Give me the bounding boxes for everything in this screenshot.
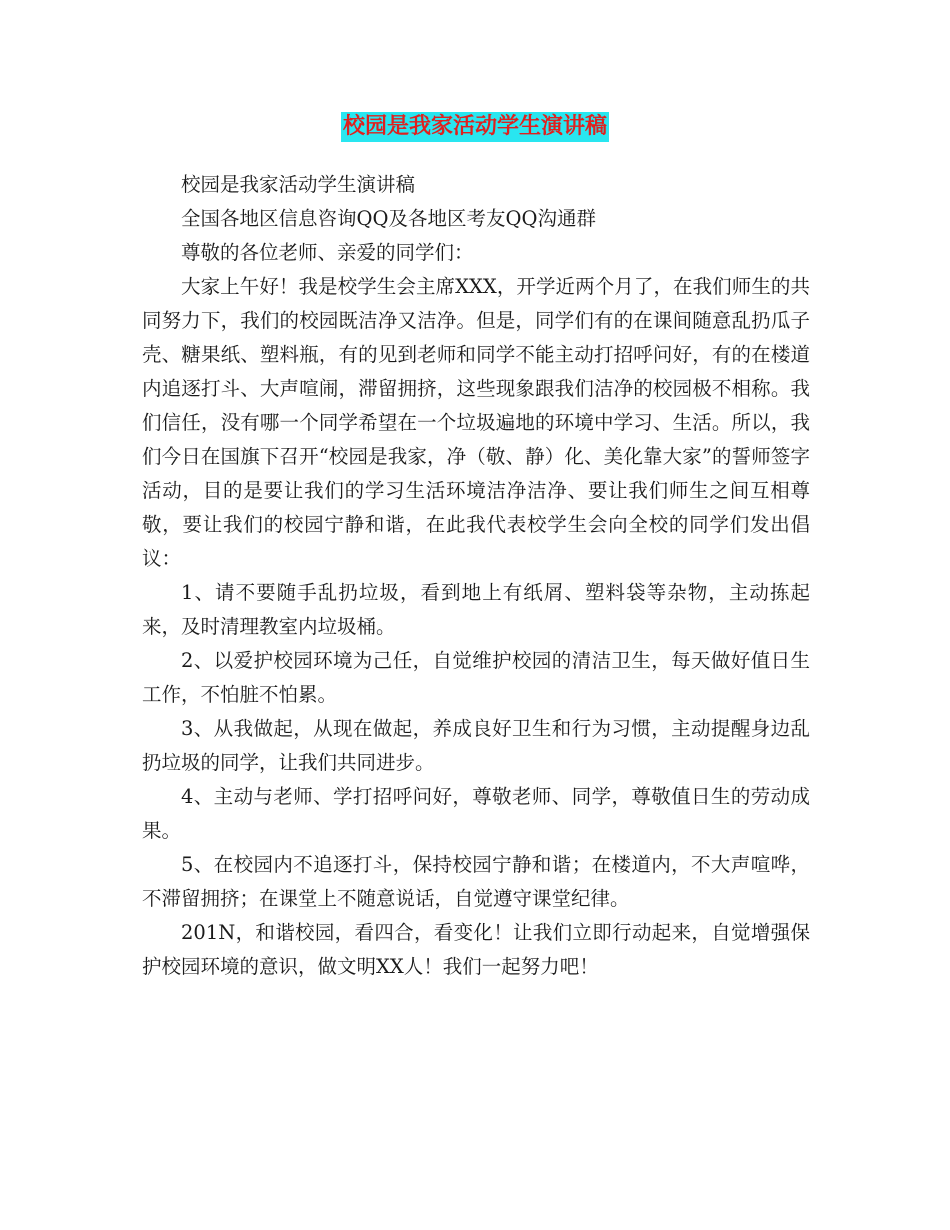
paragraph-item-2: 2、以爱护校园环境为己任，自觉维护校园的清洁卫生，每天做好值日生工作，不怕脏不怕累。: [142, 649, 810, 706]
paragraph-item-3: 3、从我做起，从现在做起，养成良好卫生和行为习惯，主动提醒身边乱扔垃圾的同学，让我们共同进步。: [142, 717, 810, 774]
document-body: [142, 168, 810, 984]
paragraph-intro: 大家上午好！我是校学生会主席XXX，开学近两个月了，在我们师生的共同努力下，我们的校园既洁净又洁净。但是，同学们有的在课间随意乱扔瓜子壳、糖果纸、塑料瓶，有的见到老师和同学不能主动打招呼问好，有的在楼道内追逐打斗、大声喧闹，滞留拥挤，这些现象跟我们洁净的校园极不相称。我们信任，没有哪一个同学希望在一个垃圾遍地的环境中学习、生活。所以，我们今日在国旗下召开“校园是我家，净（敬、静）化、美化靠大家”的誓师签字活动，目的是要让我们的学习生活环境洁净洁净、要让我们师生之间互相尊敬，要让我们的校园宁静和谐，在此我代表校学生会向全校的同学们发出倡议：: [142, 275, 810, 570]
paragraph-item-1: 1、请不要随手乱扔垃圾，看到地上有纸屑、塑料袋等杂物，主动拣起来，及时清理教室内垃圾桶。: [142, 581, 810, 638]
document-title: 校园是我家活动学生演讲稿: [341, 112, 609, 142]
paragraph-item-5: 5、在校园内不追逐打斗，保持校园宁静和谐；在楼道内，不大声喧哗，不滞留拥挤；在课堂上不随意说话，自觉遵守课堂纪律。: [142, 853, 810, 910]
title-container: [0, 112, 950, 142]
paragraph-item-4: 4、主动与老师、学打招呼问好，尊敬老师、同学，尊敬值日生的劳动成果。: [142, 785, 810, 842]
paragraph-salutation: 尊敬的各位老师、亲爱的同学们：: [181, 241, 474, 264]
paragraph-closing: 201N，和谐校园，看四合，看变化！让我们立即行动起来，自觉增强保护校园环境的意识，做文明XX人！我们一起努力吧！: [142, 921, 810, 978]
paragraph-info: 全国各地区信息咨询QQ及各地区考友QQ沟通群: [181, 207, 596, 230]
paragraph-subtitle: 校园是我家活动学生演讲稿: [181, 173, 416, 196]
